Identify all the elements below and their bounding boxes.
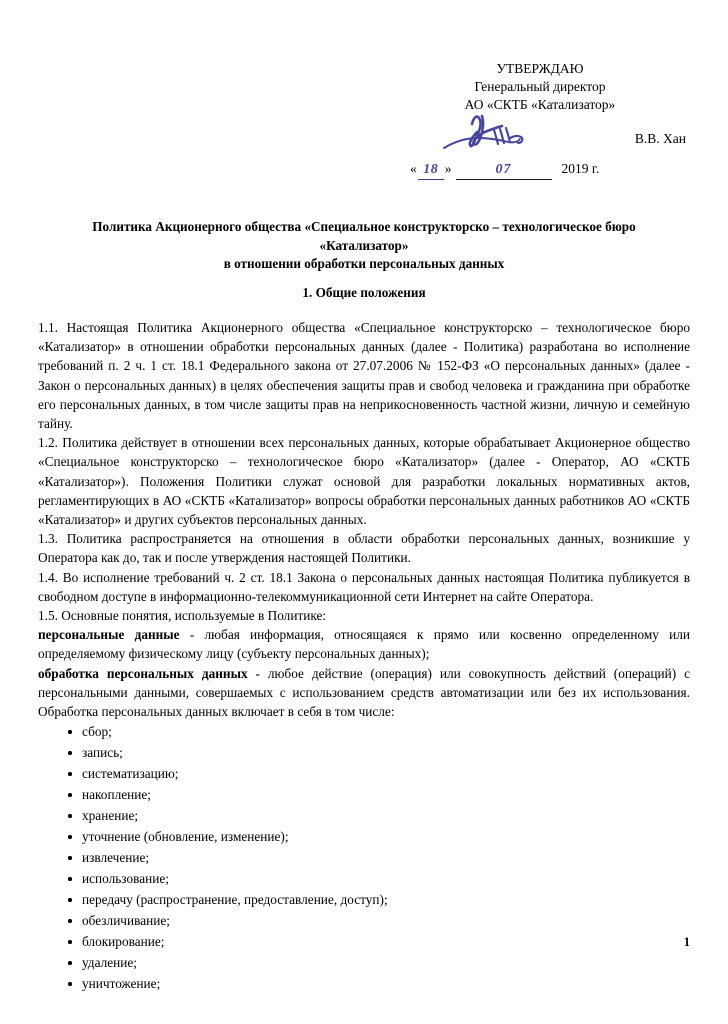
definition-processing-term: обработка персональных данных [38,665,248,681]
list-item: сбор; [38,721,690,742]
paragraph-1-4: 1.4. Во исполнение требований ч. 2 ст. 18.1 Закона о персональных данных настоящая Политика публикуется в свободном доступе в информационно-телекоммуникационной сети Интернет на сайте Оператора. [38,569,690,604]
approval-block [390,60,690,186]
list-item: запись; [38,742,690,763]
list-item: использование; [38,868,690,889]
list-item: блокирование; [38,931,690,952]
page-number: 1 [683,935,690,949]
list-item: обезличивание; [38,910,690,931]
definition-personal-data [38,625,690,663]
signature-row [390,116,690,160]
document-body [38,318,690,994]
approval-position: Генеральный директор [474,79,606,94]
date-open-quote: « [410,161,417,176]
list-item: уничтожение; [38,973,690,994]
document-title-line-3: в отношении обработки персональных данных [223,256,505,271]
definition-processing [38,664,690,722]
definition-personal-data-term: персональные данные [38,627,180,643]
list-item: хранение; [38,805,690,826]
definition-personal-data-text: - любая информация, относящаяся к прямо или косвенно определенному или определяемому физическому лицу (субъекту персональных данных); [38,627,690,662]
list-item: систематизацию; [38,763,690,784]
approval-organization: АО «СКТБ «Катализатор» [464,97,616,112]
processing-actions-list [38,721,690,994]
paragraph-1-2: 1.2. Политика действует в отношении всех персональных данных, которые обрабатывает Акционерное общество «Специальное конструкторско – технологическое бюро «Катализатор» (далее - Оператор, АО «СКТБ «Катализатор»). Положения Политики служат основой для разработки локальных нормативных актов, регламентирующих в АО «СКТБ «Катализатор» вопросы обработки персональных данных работников АО «СКТБ «Катализатор» и других субъектов персональных данных. [38,435,690,528]
approval-heading: УТВЕРЖДАЮ [496,61,584,76]
handwritten-signature-icon [442,112,552,158]
approval-date [390,160,690,186]
date-month-value: 07 [456,161,552,180]
list-item: извлечение; [38,847,690,868]
list-item: удаление; [38,952,690,973]
list-item: уточнение (обновление, изменение); [38,826,690,847]
document-title-line-1: Политика Акционерного общества «Специальное конструкторско – технологическое бюро [92,219,636,234]
list-item: передачу (распространение, предоставление, доступ); [38,889,690,910]
definition-processing-text: - любое действие (операция) или совокупность действий (операций) с персональными данными, совершаемых с использованием средств автоматизации или без их использования. Обработка персональных данных включает в себя в том числе: [38,665,690,720]
paragraph-1-1: 1.1. Настоящая Политика Акционерного общества «Специальное конструкторско – технологическое бюро «Катализатор» в отношении обработки персональных данных (далее - Политика) разработана во исполнение требований п. 2 ч. 1 ст. 18.1 Федерального закона от 27.07.2006 № 152-ФЗ «О персональных данных» (далее - Закон о персональных данных) в целях обеспечения защиты прав и свобод человека и гражданина при обработке его персональных данных, в том числе защиты прав на неприкосновенность частной жизни, личную и семейную тайну. [38,320,690,432]
paragraph-1-3: 1.3. Политика распространяется на отношения в области обработки персональных данных, возникшие у Оператора как до, так и после утверждения настоящей Политики. [38,531,690,566]
list-item: накопление; [38,784,690,805]
paragraph-1-5: 1.5. Основные понятия, используемые в Политике: [38,608,327,624]
document-title [38,218,690,274]
document-title-line-2: «Катализатор» [319,237,409,253]
signatory-name: В.В. Хан [634,131,686,146]
date-year-value: 2019 г. [561,161,600,176]
date-close-quote: » [444,161,452,176]
date-day-value: 18 [418,161,444,180]
section-heading-general-provisions: 1. Общие положения [302,285,426,300]
